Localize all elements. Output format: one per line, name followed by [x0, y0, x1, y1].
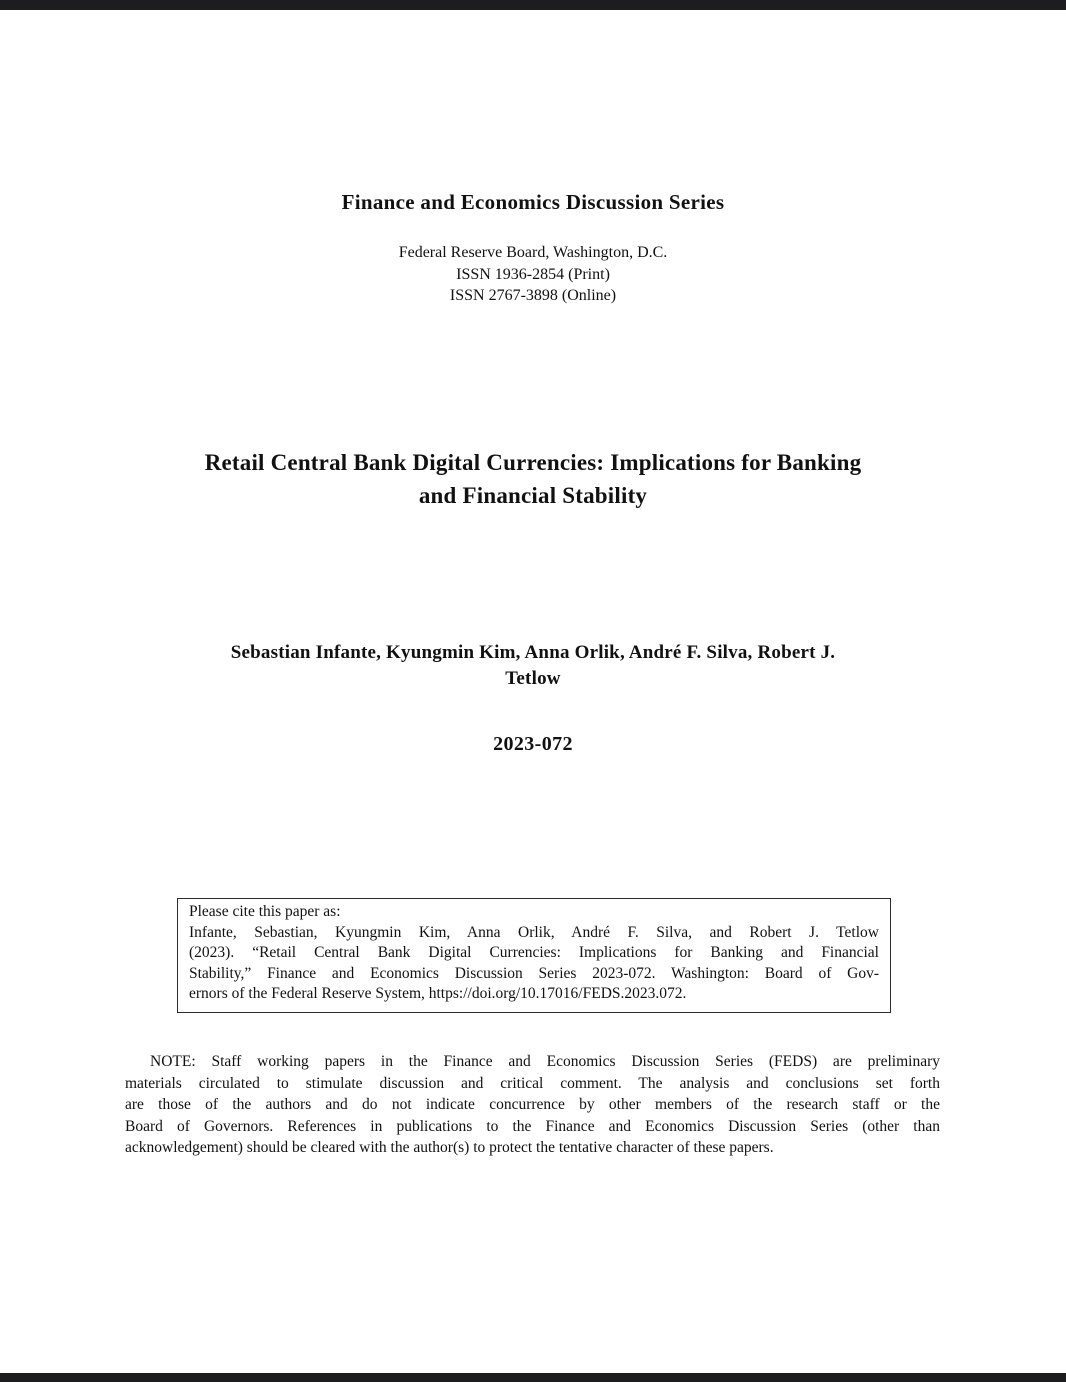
citation-heading: Please cite this paper as: — [189, 903, 341, 920]
paper-title-line-1: Retail Central Bank Digital Currencies: Implications for Banking — [204, 450, 862, 475]
authors-line-2: Tetlow — [505, 668, 561, 689]
note-line: materials circulated to stimulate discussion and critical comment. The analysis and conclusions set forth — [125, 1074, 940, 1092]
paper-title — [0, 446, 1066, 512]
paper-title-line-2: and Financial Stability — [418, 483, 648, 508]
citation-line: Infante, Sebastian, Kyungmin Kim, Anna Orlik, André F. Silva, and Robert J. Tetlow — [189, 923, 879, 941]
note-line: acknowledgement) should be cleared with the author(s) to protect the tentative character of these papers. — [125, 1139, 774, 1157]
citation-line: (2023). “Retail Central Bank Digital Currencies: Implications for Banking and Financial — [189, 944, 879, 961]
note-line: NOTE: Staff working papers in the Finance and Economics Discussion Series (FEDS) are preliminary — [150, 1053, 940, 1070]
series-title: Finance and Economics Discussion Series — [341, 190, 725, 214]
issn-online-line: ISSN 2767-3898 (Online) — [449, 287, 617, 304]
note-paragraph — [125, 1051, 940, 1159]
institution-line: Federal Reserve Board, Washington, D.C. — [398, 244, 668, 261]
note-line: Board of Governors. References in publications to the Finance and Economics Discussion Series (other than — [125, 1117, 940, 1135]
paper-number: 2023-072 — [493, 733, 573, 755]
authors-line-1: Sebastian Infante, Kyungmin Kim, Anna Orlik, André F. Silva, Robert J. — [230, 642, 836, 663]
bottom-border — [0, 1373, 1066, 1382]
series-header — [0, 190, 1066, 307]
top-border — [0, 0, 1066, 10]
issn-print-line: ISSN 1936-2854 (Print) — [456, 265, 610, 283]
note-line: are those of the authors and do not indicate concurrence by other members of the research staff or the — [125, 1096, 940, 1114]
authors — [0, 640, 1066, 692]
citation-line-doi: ernors of the Federal Reserve System, https://doi.org/10.17016/FEDS.2023.072. — [189, 985, 687, 1002]
citation-line: Stability,” Finance and Economics Discussion Series 2023-072. Washington: Board of Gov- — [189, 964, 879, 982]
citation-box — [177, 898, 891, 1013]
